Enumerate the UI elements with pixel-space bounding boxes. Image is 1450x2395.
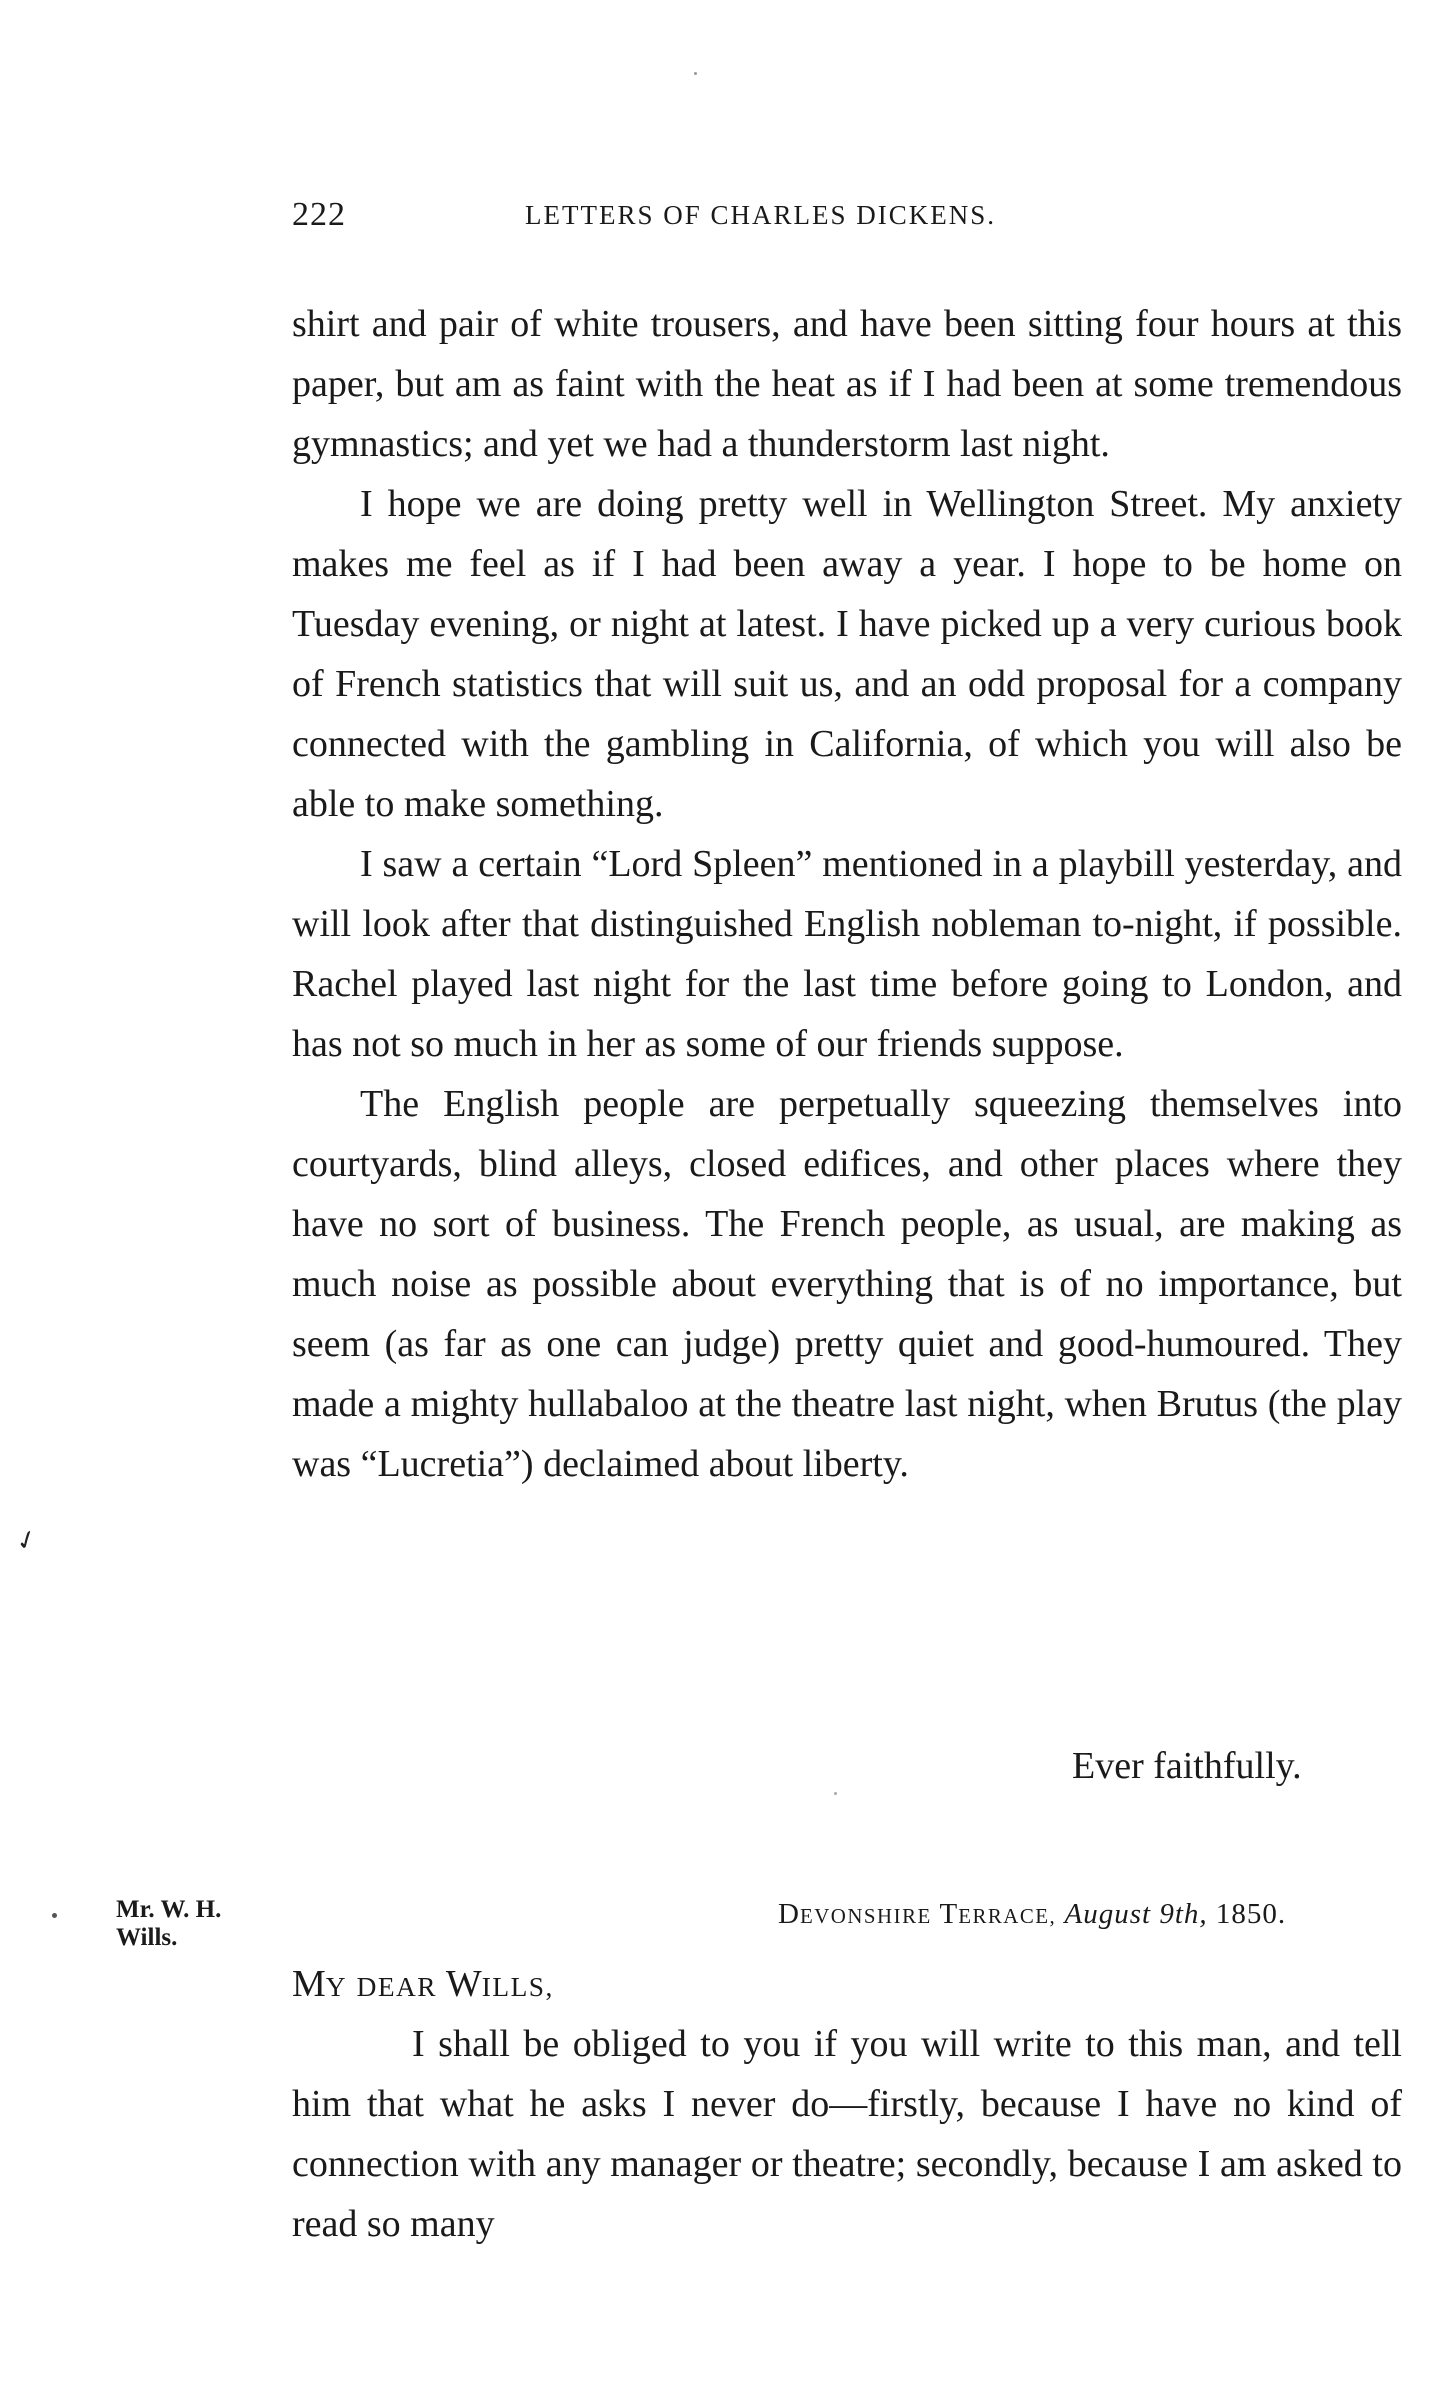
page-speck <box>52 1913 57 1918</box>
salutation <box>292 1954 554 2017</box>
page-number: 222 <box>292 196 346 233</box>
page-speck <box>694 72 697 75</box>
letter-paragraph: I shall be obliged to you if you will write to this man, and tell him that what he asks I never do—firstly, because I have no kind of connection with any manager or theatre; secondly, because I am asked to read so many <box>292 2023 1402 2245</box>
paragraph-4: The English people are perpetually squeezing themselves into courtyards, blind alleys, closed edifices, and other places where they have no sort of business. The French people, as usual, are making as much noise as possible about everything that is of no importance, but seem (as far as one can judge) pretty quiet and good-humoured. They made a mighty hullabaloo at the theatre last night, when Brutus (the play was “Lucretia”) declaimed about liberty. <box>292 1083 1402 1485</box>
signoff: Ever faithfully. <box>1072 1745 1302 1787</box>
salutation-wills-cap: W <box>445 1963 482 2005</box>
salutation-dear: DEAR <box>356 1972 438 2002</box>
page-speck <box>834 1792 837 1795</box>
paragraph-3: I saw a certain “Lord Spleen” mentioned in a playbill yesterday, and will look after that distinguished English nobleman to-night, if possible. Rachel played last night for the last time before going to London, and has not so much in her as some of our friends suppose. <box>292 843 1402 1065</box>
new-letter-body <box>292 2014 1402 2254</box>
margin-note-line-2: Wills. <box>116 1924 178 1951</box>
margin-note <box>116 1896 221 1952</box>
margin-tick-icon: ✓ <box>11 1523 42 1558</box>
salutation-my-cap: M <box>292 1963 326 2005</box>
heading-place-second: TERRACE, <box>939 1898 1057 1930</box>
salutation-my-rest: Y <box>325 1972 348 2002</box>
heading-year: 1850. <box>1215 1898 1287 1930</box>
paragraph-1: shirt and pair of white trousers, and have been sitting four hours at this paper, but am as faint with the heat as if I had been at some tremendous gymnastics; and yet we had a thunderstorm last night. <box>292 303 1402 465</box>
running-head <box>292 196 1392 240</box>
paragraph-2: I hope we are doing pretty well in Wellington Street. My anxiety makes me feel as if I had been away a year. I hope to be home on Tuesday evening, or night at latest. I have picked up a very curious book of French statistics that will suit us, and an odd proposal for a company connected with the gambling in California, of which you will also be able to make something. <box>292 483 1402 825</box>
letter-heading <box>778 1898 1286 1931</box>
margin-note-line-1: Mr. W. H. <box>116 1896 222 1923</box>
salutation-wills-rest: ILLS, <box>481 1972 554 2002</box>
running-title: LETTERS OF CHARLES DICKENS. <box>525 200 997 230</box>
heading-place-first: DEVONSHIRE <box>778 1898 932 1930</box>
letter-continuation <box>292 294 1402 1494</box>
heading-date: August 9th, <box>1064 1898 1208 1930</box>
